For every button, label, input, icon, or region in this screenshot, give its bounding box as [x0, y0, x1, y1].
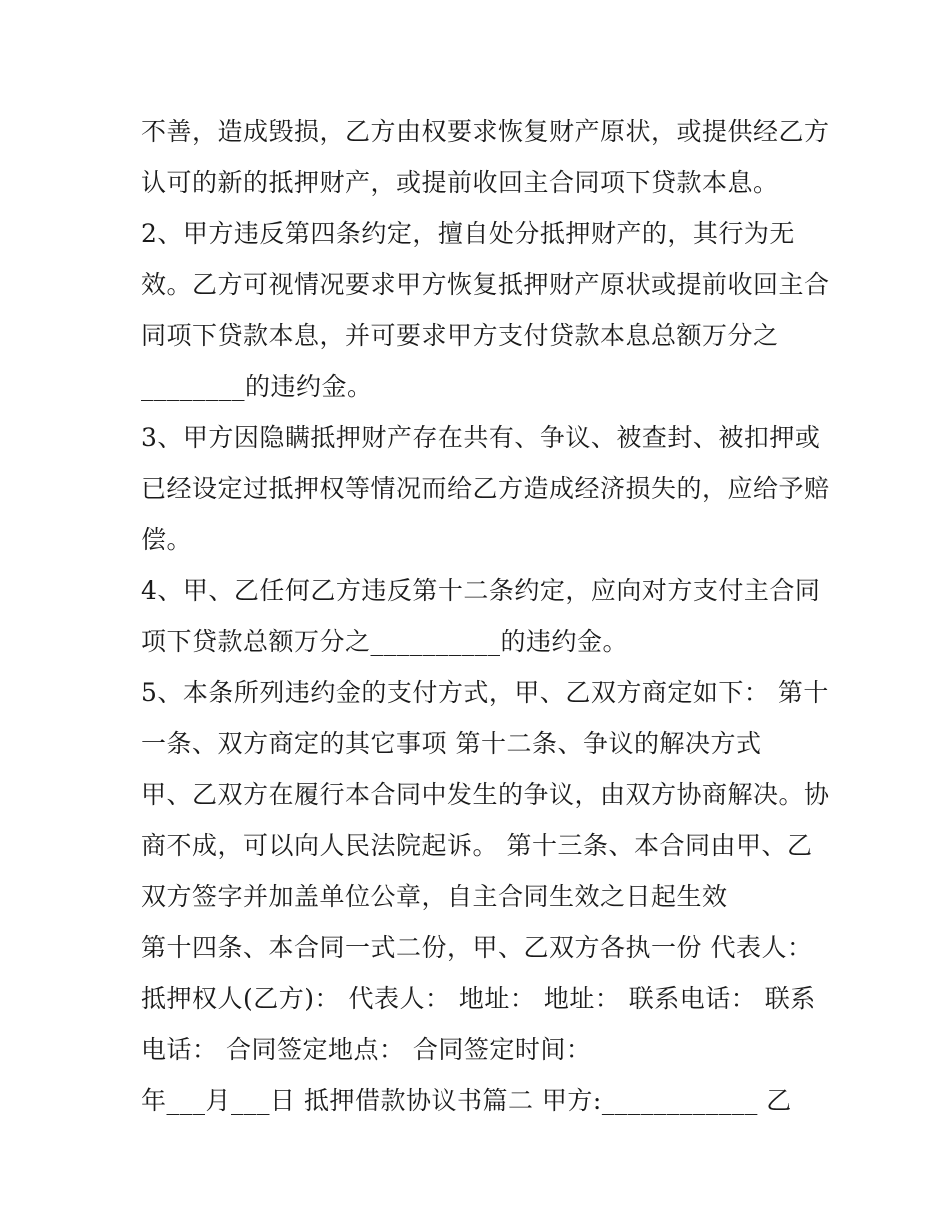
text-line: 不善，造成毁损，乙方由权要求恢复财产原状，或提供经乙方 — [141, 117, 830, 146]
text-line: 已经设定过抵押权等情况而给乙方造成经济损失的，应给予赔 — [141, 474, 830, 503]
text-line: 5、本条所列违约金的支付方式，甲、乙双方商定如下： 第十 — [141, 678, 829, 707]
text-line: 第十四条、本合同一式二份，甲、乙双方各执一份 代表人： — [141, 933, 813, 962]
text-line: 商不成，可以向人民法院起诉。 第十三条、本合同由甲、乙 — [141, 831, 813, 860]
text-line: 效。乙方可视情况要求甲方恢复抵押财产原状或提前收回主合 — [141, 270, 830, 299]
text-line: 偿。 — [141, 525, 193, 554]
document-body — [141, 106, 830, 1126]
text-line: 4、甲、乙任何乙方违反第十二条约定，应向对方支付主合同 — [141, 576, 821, 605]
text-line: 2、甲方违反第四条约定，擅自处分抵押财产的，其行为无 — [141, 219, 795, 248]
text-line: 双方签字并加盖单位公章，自主合同生效之日起生效 — [141, 882, 728, 911]
text-line: 3、甲方因隐瞒抵押财产存在共有、争议、被查封、被扣押或 — [141, 423, 821, 452]
text-line: 一条、双方商定的其它事项 第十二条、争议的解决方式 — [141, 729, 762, 758]
text-line: ________的违约金。 — [141, 372, 373, 401]
text-line: 年___月___日 抵押借款协议书篇二 甲方:____________ 乙 — [141, 1086, 792, 1115]
text-line: 电话： 合同签定地点： 合同签定时间： — [141, 1035, 592, 1064]
text-line: 甲、乙双方在履行本合同中发生的争议，由双方协商解决。协 — [141, 780, 830, 809]
text-line: 项下贷款总额万分之__________的违约金。 — [141, 627, 629, 656]
text-line: 认可的新的抵押财产，或提前收回主合同项下贷款本息。 — [141, 168, 779, 197]
text-line: 同项下贷款本息，并可要求甲方支付贷款本息总额万分之 — [141, 321, 779, 350]
text-line: 抵押权人(乙方)： 代表人： 地址： 地址： 联系电话： 联系 — [141, 984, 816, 1013]
